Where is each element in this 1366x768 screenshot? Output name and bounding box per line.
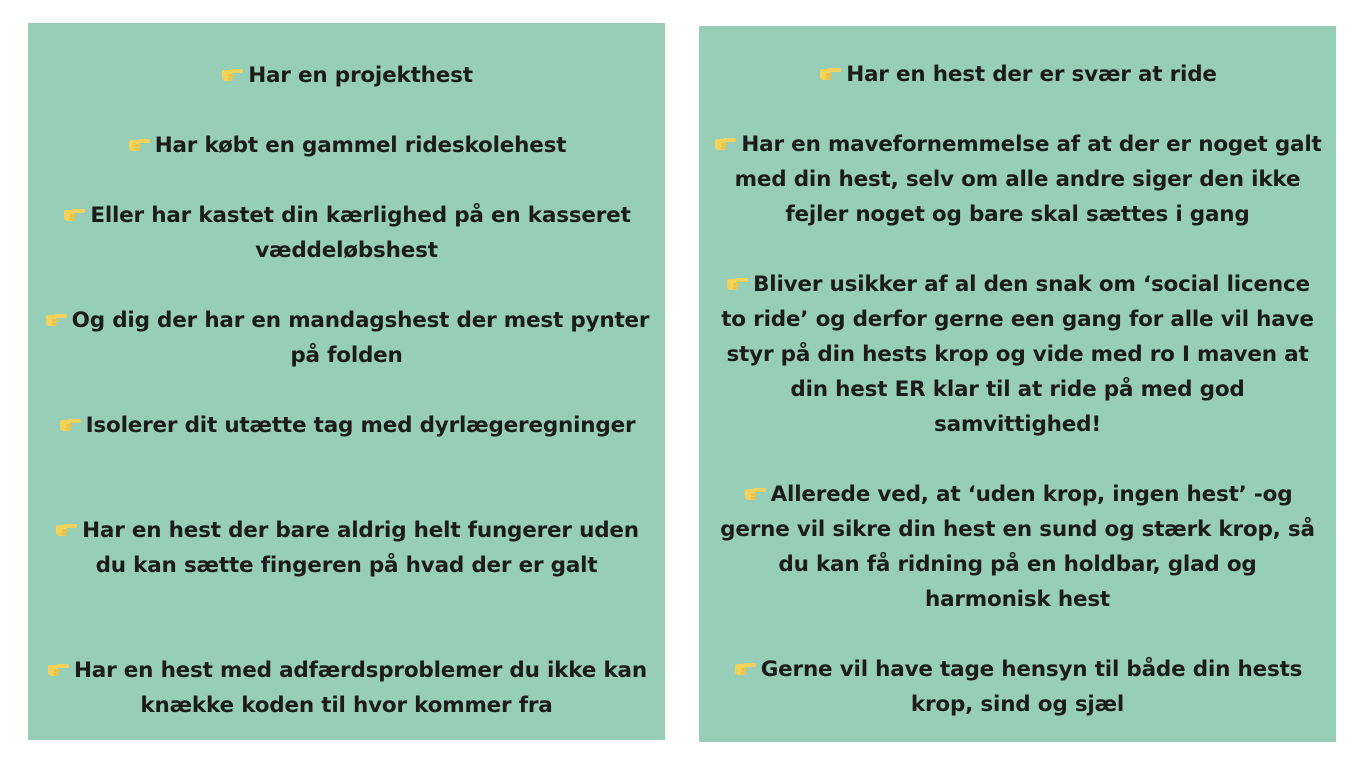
pointing-hand-icon — [44, 311, 68, 329]
pointing-hand-icon — [127, 136, 151, 154]
right-item-2: Har en mavefornemmelse af at der er noget galt med din hest, selv om alle andre siger den ikke fejler noget og bare skal sættes i gang — [713, 127, 1322, 232]
pointing-hand-icon — [713, 135, 737, 153]
right-item-1: Har en hest der er svær at ride — [713, 57, 1322, 92]
pointing-hand-icon — [62, 206, 86, 224]
right-item-4: Allerede ved, at ‘uden krop, ingen hest’ -og gerne vil sikre din hest en sund og stærk krop, så du kan få ridning på en holdbar, glad og harmonisk hest — [720, 482, 1315, 612]
pointing-hand-icon — [818, 65, 842, 83]
left-item-3: Eller har kastet din kærlighed på en kasseret væddeløbshest — [42, 198, 651, 268]
left-item-5: Isolerer dit utætte tag med dyrlægeregninger — [42, 408, 651, 443]
pointing-hand-icon — [743, 485, 767, 503]
pointing-hand-icon — [220, 66, 244, 84]
left-item-4: Og dig der har en mandagshest der mest pynter på folden — [42, 303, 651, 373]
left-item-2: Har købt en gammel rideskolehest — [42, 128, 651, 163]
right-panel — [699, 26, 1336, 742]
left-item-7: Har en hest med adfærdsproblemer du ikke kan knække koden til hvor kommer fra — [42, 653, 651, 723]
pointing-hand-icon — [46, 661, 70, 679]
left-item-1: Har en projekthest — [42, 58, 651, 93]
pointing-hand-icon — [58, 416, 82, 434]
right-item-3: Bliver usikker af al den snak om ‘social licence to ride’ og derfor gerne een gang for alle vil have styr på din hests krop og vide med ro I maven at din hest ER klar til at ride på med god samvittighed! — [721, 272, 1314, 437]
pointing-hand-icon — [733, 660, 757, 678]
left-item-6: Har en hest der bare aldrig helt fungerer uden du kan sætte fingeren på hvad der er galt — [42, 513, 651, 583]
pointing-hand-icon — [54, 521, 78, 539]
pointing-hand-icon — [725, 275, 749, 293]
left-panel — [28, 23, 665, 740]
right-item-5: Gerne vil have tage hensyn til både din hests krop, sind og sjæl — [713, 652, 1322, 722]
